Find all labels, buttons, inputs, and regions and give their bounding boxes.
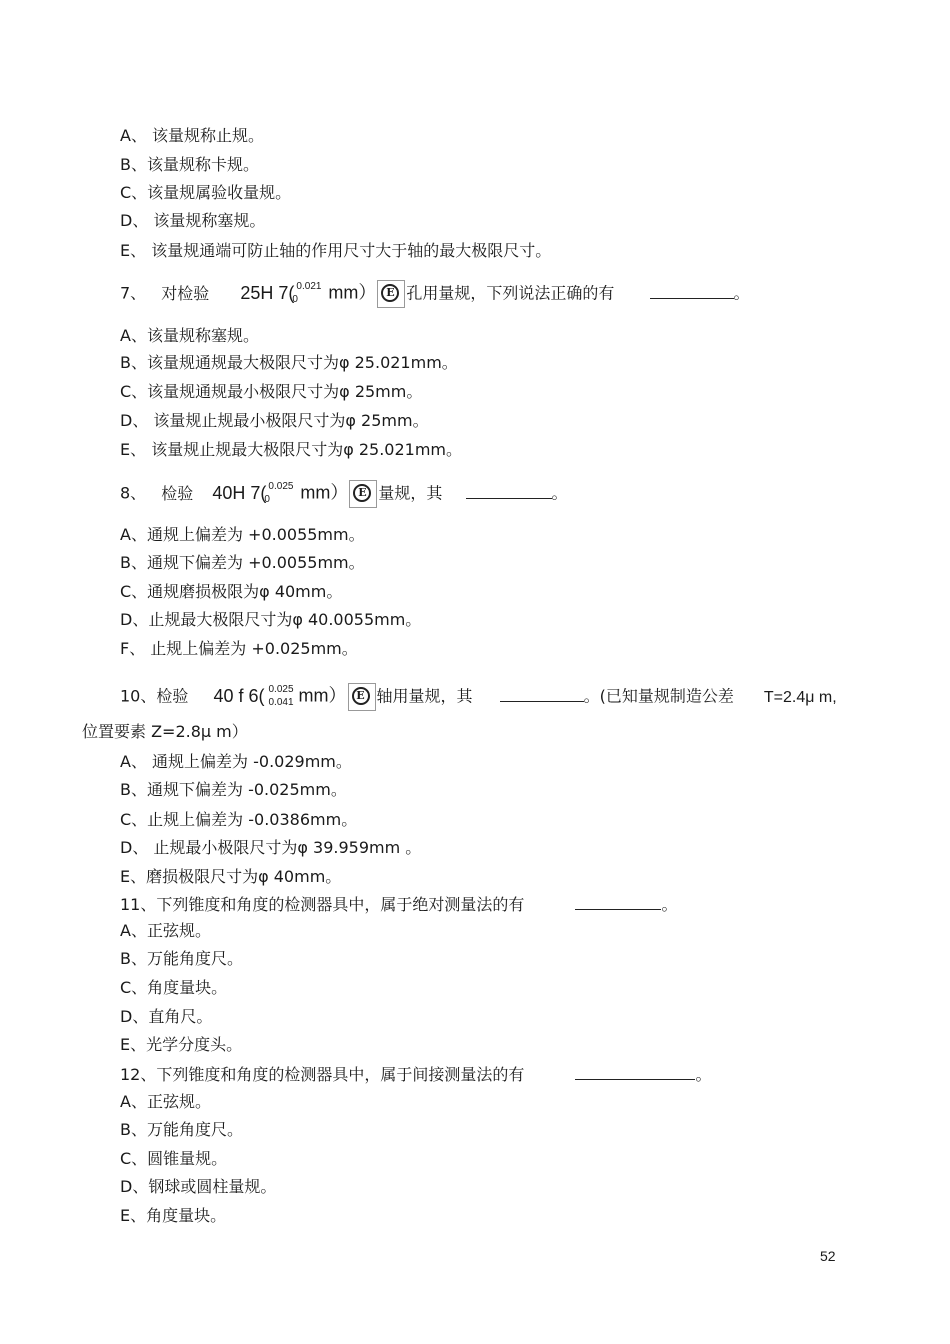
q10-lower-deviation: 0.041 [268, 697, 294, 708]
q6-option-b: B、该量规称卡规。 [120, 155, 259, 174]
q12-end: 。 [695, 1065, 712, 1084]
q10-t-value: T=2.4μ m, [763, 688, 837, 706]
q12-text: 12、下列锥度和角度的检测器具中，属于间接测量法的有 [120, 1065, 525, 1084]
q7-option-a: A、该量规称塞规。 [120, 326, 259, 345]
q11-text: 11、下列锥度和角度的检测器具中，属于绝对测量法的有 [120, 895, 525, 914]
envelope-e-icon: E [348, 683, 376, 711]
envelope-e-icon: E [377, 280, 405, 308]
q7-option-c: C、该量规通规最小极限尺寸为φ 25mm。 [120, 382, 423, 401]
q10-upper-deviation: 0.025 [268, 684, 294, 695]
q12-option-d: D、钢球或圆柱量规。 [120, 1177, 277, 1196]
q12-option-c: C、圆锥量规。 [120, 1149, 228, 1168]
q10-lead: 10、检验 [120, 686, 189, 706]
q7-option-e: E、 该量规止规最大极限尺寸为φ 25.021mm。 [120, 440, 462, 459]
q8-end: 。 [551, 483, 568, 503]
q6-option-d: D、 该量规称塞规。 [120, 211, 266, 230]
q10-option-b: B、通规下偏差为 -0.025mm。 [120, 780, 347, 799]
question-8 [120, 480, 568, 508]
q6-option-c: C、该量规属验收量规。 [120, 183, 292, 202]
q7-tolerance [294, 282, 328, 306]
q11-answer-blank[interactable] [575, 895, 661, 910]
q6-option-a: A、 该量规称止规。 [120, 126, 265, 145]
question-11 [120, 895, 677, 915]
envelope-e-icon: E [349, 480, 377, 508]
q8-option-c: C、通规磨损极限为φ 40mm。 [120, 582, 343, 601]
q8-lower-deviation: 0 [264, 494, 270, 505]
q10-option-a: A、 通规上偏差为 -0.029mm。 [120, 752, 352, 771]
q7-spec: 25H 7( [240, 282, 295, 303]
q8-answer-blank[interactable] [466, 484, 552, 499]
q11-option-c: C、角度量块。 [120, 978, 228, 997]
q8-option-a: A、通规上偏差为 +0.0055mm。 [120, 525, 365, 544]
q8-number: 8、 [120, 483, 147, 503]
q8-upper-deviation: 0.025 [268, 481, 294, 492]
q7-end: 。 [733, 283, 750, 303]
q11-end: 。 [661, 895, 678, 914]
q11-option-d: D、直角尺。 [120, 1007, 213, 1026]
q12-option-a: A、正弦规。 [120, 1092, 211, 1111]
q7-unit: mm） [328, 282, 377, 303]
q8-tail: 量规，其 [378, 483, 443, 503]
q10-end: 。(已知量规制造公差 [583, 686, 734, 706]
q8-option-e: F、 止规上偏差为 +0.025mm。 [120, 639, 358, 658]
q10-tail: 轴用量规，其 [376, 686, 473, 706]
question-12 [120, 1065, 711, 1085]
q8-tolerance [266, 482, 300, 506]
q12-option-e: E、角度量块。 [120, 1206, 227, 1225]
question-7 [120, 280, 750, 308]
q8-option-b: B、通规下偏差为 +0.0055mm。 [120, 553, 365, 572]
q7-number: 7、 [120, 283, 147, 303]
q10-tolerance [265, 685, 299, 709]
q10-option-c: C、止规上偏差为 -0.0386mm。 [120, 810, 358, 829]
q10-answer-blank[interactable] [500, 687, 584, 702]
q12-option-b: B、万能角度尺。 [120, 1120, 243, 1139]
q8-unit: mm） [300, 482, 349, 503]
q10-option-e: E、磨损极限尺寸为φ 40mm。 [120, 867, 342, 886]
q7-upper-deviation: 0.021 [296, 281, 322, 292]
q7-lead: 对检验 [161, 283, 210, 303]
q11-option-a: A、正弦规。 [120, 921, 211, 940]
q10-unit: mm） [298, 685, 347, 706]
q7-answer-blank[interactable] [650, 284, 734, 299]
question-10 [120, 683, 837, 711]
q7-option-d: D、 该量规止规最小极限尺寸为φ 25mm。 [120, 411, 429, 430]
q12-answer-blank[interactable] [575, 1065, 695, 1080]
q6-option-e: E、 该量规通端可防止轴的作用尺寸大于轴的最大极限尺寸。 [120, 241, 552, 260]
q8-option-d: D、止规最大极限尺寸为φ 40.0055mm。 [120, 610, 422, 629]
q7-lower-deviation: 0 [292, 294, 298, 305]
q11-option-e: E、光学分度头。 [120, 1035, 243, 1054]
page-number: 52 [820, 1248, 836, 1264]
q8-lead: 检验 [161, 483, 194, 503]
q10-option-d: D、 止规最小极限尺寸为φ 39.959mm 。 [120, 838, 422, 857]
q10-line2: 位置要素 Z=2.8μ m） [82, 722, 248, 741]
q11-option-b: B、万能角度尺。 [120, 949, 243, 968]
q7-tail: 孔用量规，下列说法正确的有 [406, 283, 615, 303]
q10-spec: 40 f 6( [213, 685, 265, 706]
q7-option-b: B、该量规通规最大极限尺寸为φ 25.021mm。 [120, 353, 458, 372]
q8-spec: 40H 7( [212, 482, 267, 503]
